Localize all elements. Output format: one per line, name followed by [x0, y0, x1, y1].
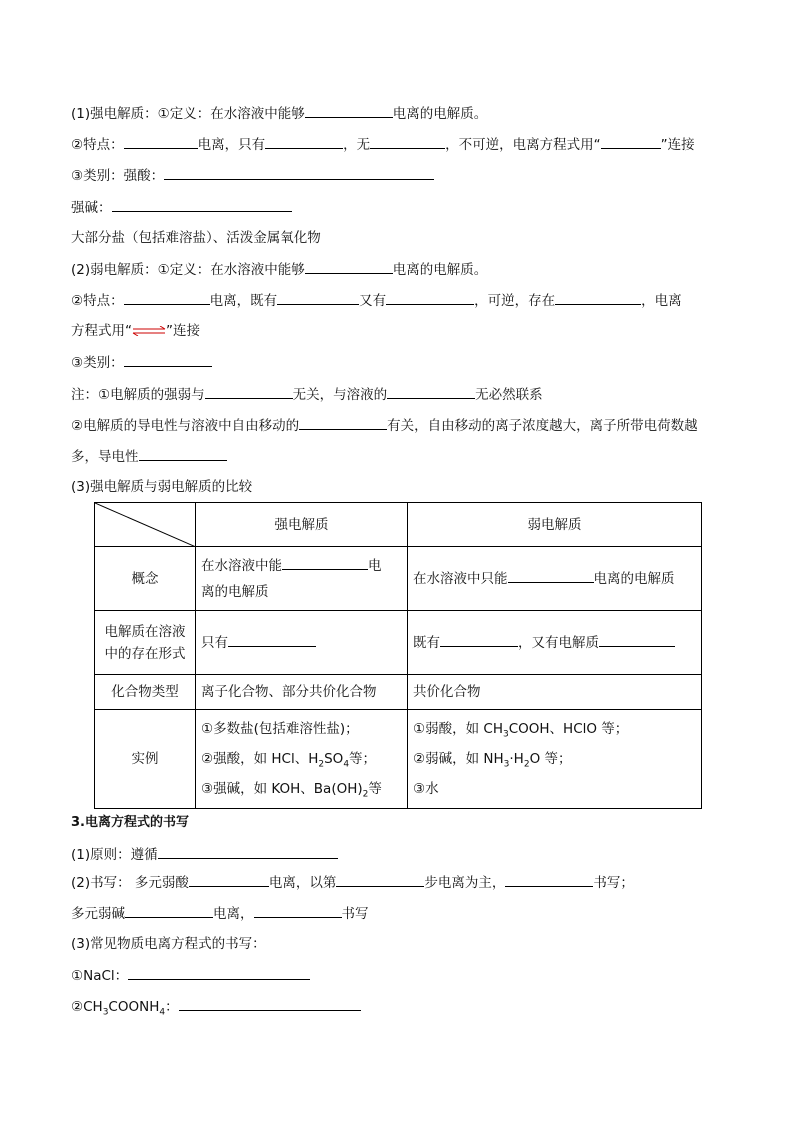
cell-strong-concept: [196, 547, 408, 611]
reversible-arrow-icon: [132, 326, 166, 336]
text: COONH: [108, 999, 160, 1015]
strong-bases-line: [71, 198, 292, 217]
text: 书写；: [593, 875, 634, 891]
text: (1)强电解质：①定义：在水溶液中能够: [71, 106, 305, 122]
text: 多，导电性: [71, 449, 139, 465]
text: ，不可逆，电离方程式用“: [445, 137, 601, 153]
text: ②弱碱，如 NH: [413, 751, 504, 767]
strong-acids-line: [71, 166, 434, 185]
subscript: 4: [343, 759, 350, 770]
cell-weak-examples: [408, 710, 702, 809]
text: 中的存在形式: [104, 645, 186, 662]
blank[interactable]: [299, 416, 387, 430]
table-row: [95, 547, 702, 611]
diagonal-header-cell: [95, 503, 196, 547]
blank[interactable]: [336, 873, 424, 887]
blank[interactable]: [189, 873, 269, 887]
text: (2)弱电解质：①定义：在水溶液中能够: [71, 262, 305, 278]
text: ，电离: [641, 293, 682, 309]
blank[interactable]: [128, 966, 310, 980]
text: (1)原则：遵循: [71, 847, 158, 863]
text: ②特点：: [71, 137, 124, 153]
table-row: [95, 710, 702, 809]
row-label-type: 化合物类型: [95, 675, 196, 710]
text: ③强碱，如 KOH、Ba(OH): [201, 781, 363, 797]
text: 电离的电解质。: [392, 262, 488, 278]
cell-strong-type: 离子化合物、部分共价化合物: [196, 675, 408, 710]
blank[interactable]: [305, 260, 393, 274]
compare-title: (3)强电解质与弱电解质的比较: [71, 479, 253, 495]
row-label-existence: [95, 611, 196, 675]
text: ②CH: [71, 999, 103, 1015]
blank[interactable]: [282, 556, 368, 570]
nacl-line: [71, 966, 310, 985]
blank[interactable]: [601, 135, 661, 149]
strong-salts-line: 大部分盐（包括难溶盐）、活泼金属氧化物: [71, 230, 321, 246]
text: 电: [368, 557, 382, 574]
subscript: 2: [362, 789, 369, 800]
subscript: 3: [502, 729, 509, 740]
cell-weak-existence: [408, 611, 702, 675]
text: ：: [165, 999, 179, 1015]
text: 又有: [359, 293, 387, 309]
text: 多元弱碱: [71, 906, 125, 922]
text: 无关，与溶液的: [292, 387, 388, 403]
text: SO: [324, 751, 344, 767]
text: ①NaCl：: [71, 968, 129, 984]
text: 无必然联系: [475, 387, 543, 403]
text: ”连接: [660, 137, 695, 153]
blank-strong-definition[interactable]: [305, 104, 393, 118]
text: (2)书写： 多元弱酸: [71, 875, 189, 891]
text: 电解质在溶液: [104, 623, 186, 640]
row-label-examples: 实例: [95, 710, 196, 809]
cell-weak-concept: [408, 547, 702, 611]
principle-line: [71, 845, 338, 864]
text: O 等；: [529, 751, 572, 767]
text: 电离，以第: [268, 875, 337, 891]
text: 注：①电解质的强弱与: [71, 387, 205, 403]
text: 离的电解质: [201, 583, 269, 600]
weak-equation-line: [71, 322, 200, 340]
blank[interactable]: [124, 291, 210, 305]
blank[interactable]: [387, 385, 475, 399]
text: 只有: [201, 634, 228, 651]
weak-features-line: [71, 291, 682, 310]
note-1-line: [71, 385, 543, 404]
writing-line-2: [71, 904, 369, 923]
text: 在水溶液中只能: [413, 570, 508, 587]
subscript: 2: [523, 759, 530, 770]
text: 电离，: [213, 906, 254, 922]
strong-definition-line: [71, 104, 487, 123]
text: ②电解质的导电性与溶液中自由移动的: [71, 418, 300, 434]
text: 电离，只有: [197, 137, 266, 153]
note-2-line: [71, 416, 698, 435]
text: 强碱：: [71, 200, 112, 216]
writing-line-1: [71, 873, 634, 892]
text: ”连接: [166, 323, 200, 339]
text: 在水溶液中能: [201, 557, 282, 574]
blank[interactable]: [125, 904, 213, 918]
subscript: 2: [318, 759, 325, 770]
text: ，可逆，存在: [474, 293, 556, 309]
text: 等: [368, 781, 382, 797]
blank[interactable]: [228, 633, 316, 647]
blank[interactable]: [555, 291, 641, 305]
weak-definition-line: [71, 260, 487, 279]
note-3-line: [71, 447, 227, 466]
row-label-concept: 概念: [95, 547, 196, 611]
cell-weak-type: 共价化合物: [408, 675, 702, 710]
diagonal-line: [95, 503, 196, 547]
text: ，无: [343, 137, 371, 153]
text: 方程式用“: [71, 323, 132, 339]
subscript: 4: [159, 1007, 166, 1018]
blank[interactable]: [370, 135, 445, 149]
common-equations-line: (3)常见物质电离方程式的书写：: [71, 936, 266, 952]
blank[interactable]: [505, 873, 593, 887]
blank[interactable]: [265, 135, 343, 149]
ch3coonh4-line: [71, 997, 361, 1016]
text: 书写: [341, 906, 369, 922]
blank[interactable]: [164, 166, 434, 180]
weak-category-line: [71, 353, 212, 372]
text: ③类别：: [71, 355, 124, 371]
text: 既有: [413, 634, 440, 651]
table-row: [95, 611, 702, 675]
header-weak: 弱电解质: [408, 503, 702, 547]
text: 等；: [349, 751, 377, 767]
text: ②强酸，如 HCl、H: [201, 751, 319, 767]
text: 步电离为主，: [424, 875, 506, 891]
blank[interactable]: [112, 198, 292, 212]
text: ①弱酸，如 CH: [413, 721, 503, 737]
blank[interactable]: [124, 135, 198, 149]
blank[interactable]: [254, 904, 342, 918]
cell-strong-examples: [196, 710, 408, 809]
blank[interactable]: [139, 447, 227, 461]
blank[interactable]: [508, 569, 594, 583]
subscript: 3: [102, 1007, 109, 1018]
text: 电离，既有: [209, 293, 278, 309]
text: ，又有电解质: [518, 634, 599, 651]
blank[interactable]: [277, 291, 359, 305]
table-row: [95, 675, 702, 710]
header-strong: 强电解质: [196, 503, 408, 547]
subscript: 3: [503, 759, 510, 770]
text: 电离的电解质: [593, 570, 675, 587]
table-header-row: [95, 503, 702, 547]
cell-strong-existence: [196, 611, 408, 675]
text: COOH、HClO 等；: [508, 721, 629, 737]
strong-features-line: [71, 135, 695, 154]
blank[interactable]: [386, 291, 474, 305]
blank[interactable]: [124, 353, 212, 367]
text: ③类别：强酸：: [71, 168, 165, 184]
section-3-heading: 3.电离方程式的书写: [71, 815, 189, 830]
text: 电离的电解质。: [392, 106, 488, 122]
text: ·H: [509, 751, 524, 767]
text: ③水: [413, 781, 439, 797]
text: 有关，自由移动的离子浓度越大，离子所带电荷数越: [387, 418, 698, 434]
blank[interactable]: [440, 633, 518, 647]
blank[interactable]: [179, 997, 361, 1011]
blank[interactable]: [599, 633, 675, 647]
blank[interactable]: [205, 385, 293, 399]
text: ②特点：: [71, 293, 124, 309]
blank[interactable]: [158, 845, 338, 859]
comparison-table: [94, 502, 702, 809]
text: ①多数盐(包括难溶性盐)；: [201, 721, 359, 737]
